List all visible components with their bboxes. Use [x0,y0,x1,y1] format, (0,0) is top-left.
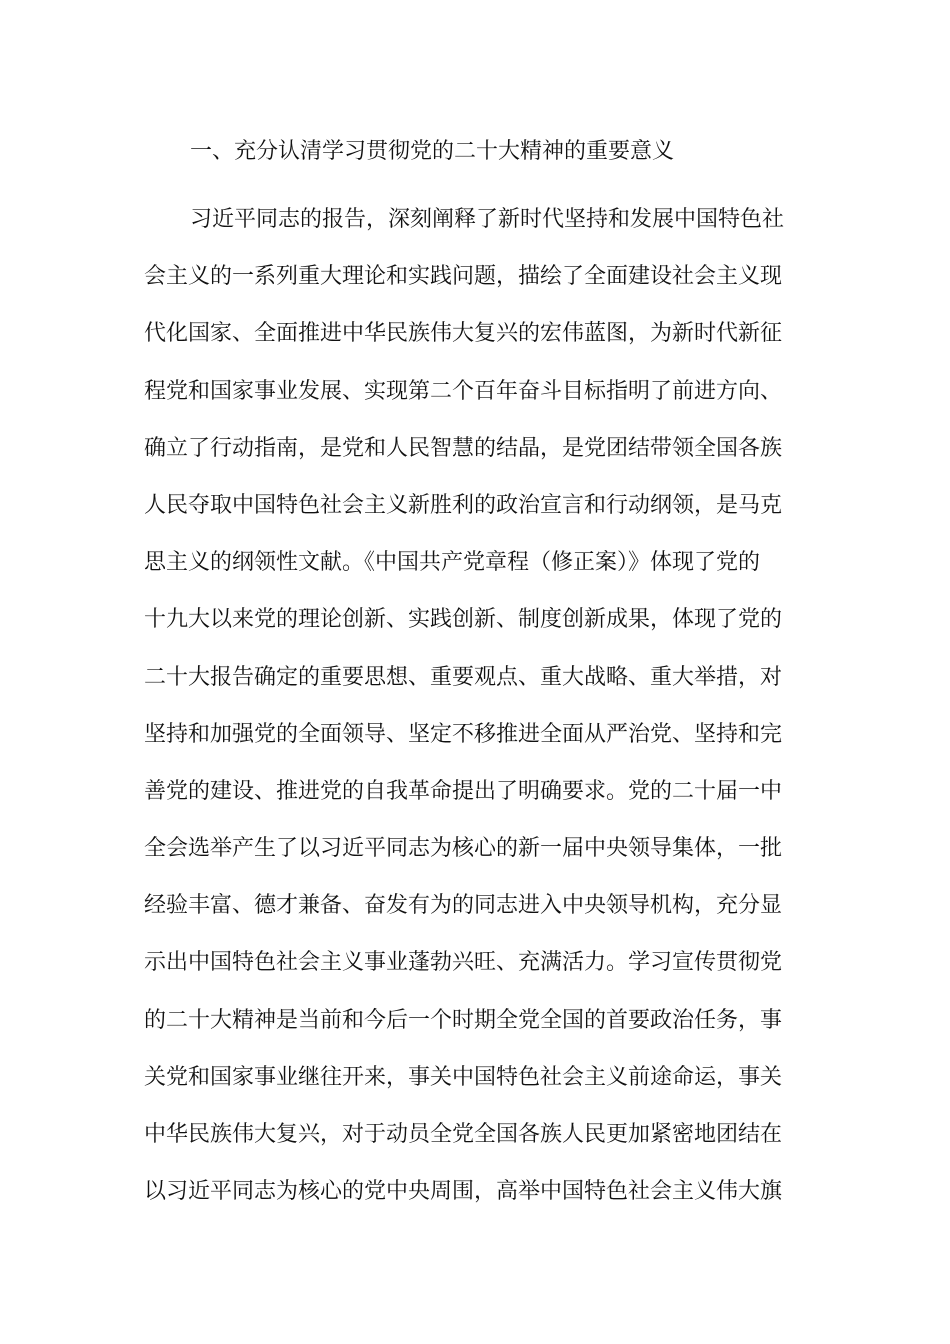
paragraph-line: 示出中国特色社会主义事业蓬勃兴旺、充满活力。学习宣传贯彻党 [144,950,783,976]
paragraph-line: 代化国家、全面推进中华民族伟大复兴的宏伟蓝图，为新时代新征 [144,321,783,347]
paragraph-line: 十九大以来党的理论创新、实践创新、制度创新成果，体现了党的 [144,607,783,633]
paragraph-line: 坚持和加强党的全面领导、坚定不移推进全面从严治党、坚持和完 [144,721,783,747]
section-heading: 一、充分认清学习贯彻党的二十大精神的重要意义 [190,139,675,164]
paragraph-line: 程党和国家事业发展、实现第二个百年奋斗目标指明了前进方向、 [144,378,783,404]
paragraph-line: 确立了行动指南，是党和人民智慧的结晶，是党团结带领全国各族 [144,435,783,461]
body-paragraph [144,200,812,1229]
paragraph-line: 二十大报告确定的重要思想、重要观点、重大战略、重大举措，对 [144,664,783,690]
paragraph-line: 善党的建设、推进党的自我革命提出了明确要求。党的二十届一中 [144,778,783,804]
paragraph-line: 思主义的纲领性文献。《中国共产党章程（修正案）》体现了党的 [144,550,761,576]
paragraph-line: 全会选举产生了以习近平同志为核心的新一届中央领导集体，一批 [144,836,783,862]
paragraph-line: 以习近平同志为核心的党中央周围，高举中国特色社会主义伟大旗 [144,1179,783,1205]
paragraph-line: 经验丰富、德才兼备、奋发有为的同志进入中央领导机构，充分显 [144,893,783,919]
paragraph-line: 人民夺取中国特色社会主义新胜利的政治宣言和行动纲领，是马克 [144,492,783,518]
paragraph-line: 的二十大精神是当前和今后一个时期全党全国的首要政治任务，事 [144,1007,783,1033]
paragraph-line: 中华民族伟大复兴，对于动员全党全国各族人民更加紧密地团结在 [144,1122,783,1147]
paragraph-line: 会主义的一系列重大理论和实践问题，描绘了全面建设社会主义现 [144,264,783,290]
paragraph-line: 关党和国家事业继往开来，事关中国特色社会主义前途命运，事关 [144,1064,783,1090]
paragraph-line: 习近平同志的报告，深刻阐释了新时代坚持和发展中国特色社 [190,207,785,232]
